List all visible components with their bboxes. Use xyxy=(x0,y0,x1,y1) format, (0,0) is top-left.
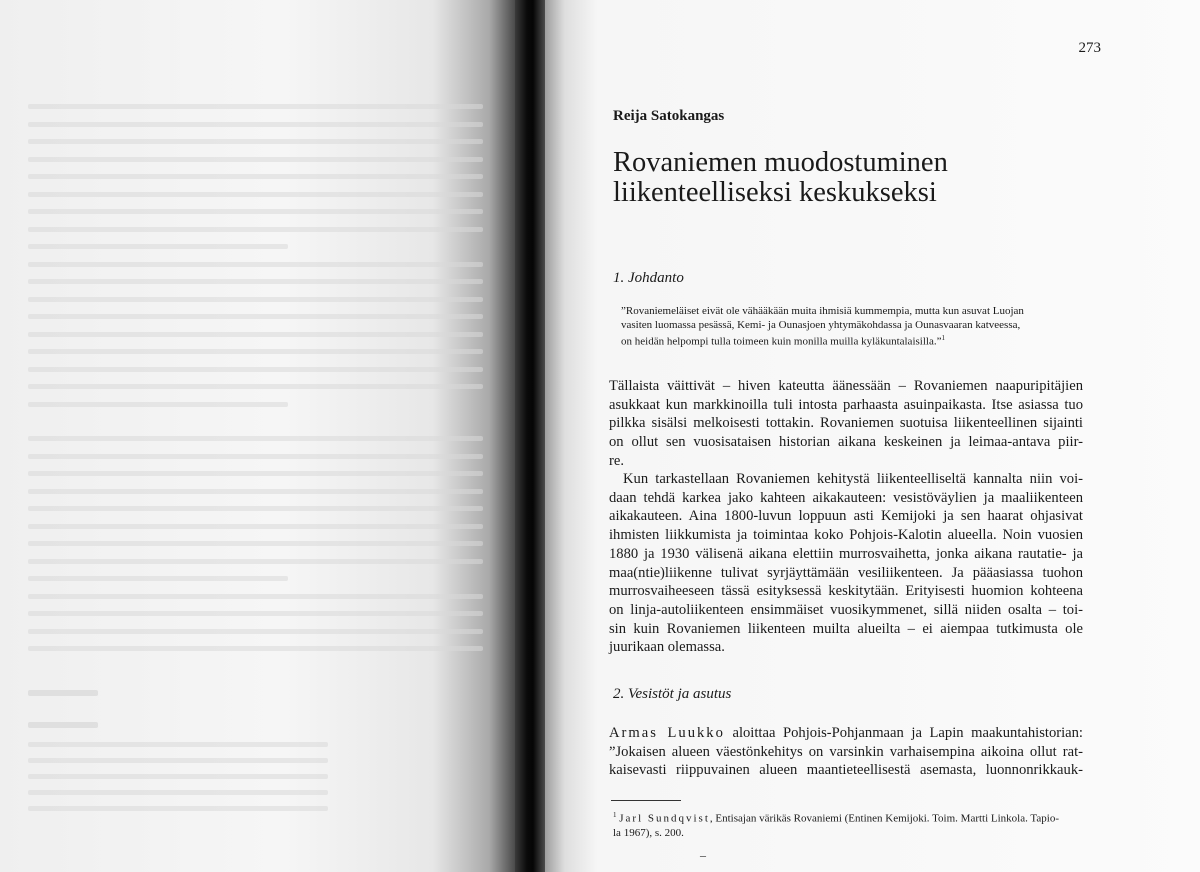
bleed-through-line xyxy=(28,646,483,651)
paragraph-3 xyxy=(609,724,1083,780)
bleed-through-line xyxy=(28,506,483,511)
bleed-through-line xyxy=(28,104,483,109)
bleed-through-line xyxy=(28,611,483,616)
bleed-through-line xyxy=(28,244,288,249)
bleed-through-line xyxy=(28,559,483,564)
footnote-line xyxy=(613,808,1083,826)
bleed-through-line xyxy=(28,594,483,599)
title-line-1: Rovaniemen muodostuminen xyxy=(613,147,948,178)
bleed-through-line xyxy=(28,209,483,214)
footnote-divider xyxy=(611,800,681,801)
bleed-through-line xyxy=(28,122,483,127)
text-line: on ollut sen vuosisataisen historian aikana keskeinen ja leimaa-antava piir- xyxy=(609,434,1083,451)
text-line: sin kuin Rovaniemen liikenteen muilta alueilta – ei aiempaa tutkimusta ole xyxy=(609,620,1083,637)
bleed-through-line xyxy=(28,489,483,494)
footnote-text: , Entisajan värikäs Rovaniemi (Entinen Kemijoki. Toim. Martti Linkola. Tapio- xyxy=(709,812,1059,825)
text-line: ”Jokaisen alueen väestönkehitys on varsinkin varhaisempina aikoina ollut rat- xyxy=(609,743,1083,760)
bleed-through-line xyxy=(28,332,483,337)
text-line: asukkaat kun markkinoilla tuli intosta parhaasta asuinpaikasta. Itse asiassa tuo xyxy=(609,396,1083,413)
section-heading-vesistot: 2. Vesistöt ja asutus xyxy=(613,686,732,702)
text-line: Tällaista väittivät – hiven kateutta äänessään – Rovaniemen naapuripitäjien xyxy=(609,378,1083,394)
text-line: pilkka sisälsi melkoisesti tottakin. Rovaniemen suotuisa liikenteellinen sijainti xyxy=(609,415,1083,432)
epigraph-quote xyxy=(621,305,1081,349)
text-line: daan tehdä karkea jako kahteen aikakauteen: vesistöväylien ja maaliikenteen xyxy=(609,489,1083,506)
bleed-through-line xyxy=(28,402,288,407)
bleed-through-line xyxy=(28,790,328,795)
text-line: juurikaan olemassa. xyxy=(609,639,725,656)
footnote xyxy=(613,808,1083,840)
title-line-2: liikenteelliseksi keskukseksi xyxy=(613,177,937,208)
text-line: Kun tarkastellaan Rovaniemen kehitystä liikenteelliseltä kannalta niin voi- xyxy=(623,471,1083,487)
bleed-through-line xyxy=(28,774,328,779)
bleed-through-line xyxy=(28,471,483,476)
paragraph-1 xyxy=(609,377,1083,471)
bleed-through-line xyxy=(28,349,483,354)
bleed-through-line xyxy=(28,454,483,459)
bleed-through-line xyxy=(28,279,483,284)
author-name: Reija Satokangas xyxy=(613,108,725,124)
bleed-through-line xyxy=(28,297,483,302)
bleed-through-line xyxy=(28,227,483,232)
bleed-through-line xyxy=(28,139,483,144)
article-title xyxy=(613,148,1133,208)
bleed-through-line xyxy=(28,742,328,747)
bleed-through-line xyxy=(28,192,483,197)
bleed-through-line xyxy=(28,436,483,441)
bleed-through-heading xyxy=(28,722,98,728)
text-line: kaisevasti riippuvainen alueen maantieteellisestä asemasta, luonnonrikkauk- xyxy=(609,762,1083,779)
bottom-mark: – xyxy=(700,848,706,862)
book-gutter xyxy=(515,0,545,872)
bleed-through-line xyxy=(28,262,483,267)
bleed-through-line xyxy=(28,629,483,634)
bleed-through-line xyxy=(28,314,483,319)
left-page-blank xyxy=(0,0,515,872)
bleed-through-line xyxy=(28,174,483,179)
text-line: re. xyxy=(609,452,624,469)
paragraph-2 xyxy=(609,470,1083,657)
page-number: 273 xyxy=(1078,40,1101,56)
epigraph-line-text: on heidän helpompi tulla toimeen kuin monilla muilla kyläkuntalaisilla.” xyxy=(621,335,942,348)
text-line: 1880 ja 1930 välisenä aikana elettiin murrosvaihetta, jonka aikana rautatie- ja xyxy=(609,545,1083,562)
right-page xyxy=(545,0,1200,872)
bleed-through-line xyxy=(28,367,483,372)
text-line: murrosvaiheeseen tässä esityksessä keskitytään. Erityisesti huomion kohteena xyxy=(609,583,1083,600)
bleed-through-line xyxy=(28,157,483,162)
text-line: maa(ntie)liikenne tulivat syrjäyttämään vesiliikenteen. Ja pääasiassa tuohon xyxy=(609,564,1083,581)
bleed-through-line xyxy=(28,758,328,763)
text-line: on linja-autoliikenteen ensimmäiset vuosikymmenet, sillä niiden osalta – toi- xyxy=(609,601,1083,618)
text-line xyxy=(609,724,1083,743)
footnote-line: la 1967), s. 200. xyxy=(613,826,684,839)
bleed-through-line xyxy=(28,524,483,529)
bleed-through-line xyxy=(28,541,483,546)
text-line: ihmisten liikkumista ja toimintaa koko Pohjois-Kalotin alueella. Noin vuosien xyxy=(609,527,1083,544)
cited-author: Armas Luukko xyxy=(609,725,725,741)
bleed-through-line xyxy=(28,384,483,389)
footnote-author: Jarl Sundqvist xyxy=(619,812,710,825)
bleed-through-heading xyxy=(28,690,98,696)
footnote-number: 1 xyxy=(613,811,617,819)
epigraph-line: ”Rovaniemeläiset eivät ole vähääkään muita ihmisiä kummempia, mutta kun asuvat Luojan xyxy=(621,305,1024,317)
bleed-through-line xyxy=(28,576,288,581)
bleed-through-line xyxy=(28,806,328,811)
text-fragment: aloittaa Pohjois-Pohjanmaan ja Lapin maakuntahistorian: xyxy=(724,725,1083,741)
section-heading-johdanto: 1. Johdanto xyxy=(613,270,684,286)
text-line: aikakauteen. Aina 1800-luvun loppuun asti Kemijoki ja sen haarat ohjasivat xyxy=(609,508,1083,525)
epigraph-line xyxy=(621,332,1081,349)
footnote-marker: 1 xyxy=(941,334,945,342)
epigraph-line: vasiten luomassa pesässä, Kemi- ja Ounasjoen yhtymäkohdassa ja Ounasvaaran katveessa, xyxy=(621,318,1021,331)
